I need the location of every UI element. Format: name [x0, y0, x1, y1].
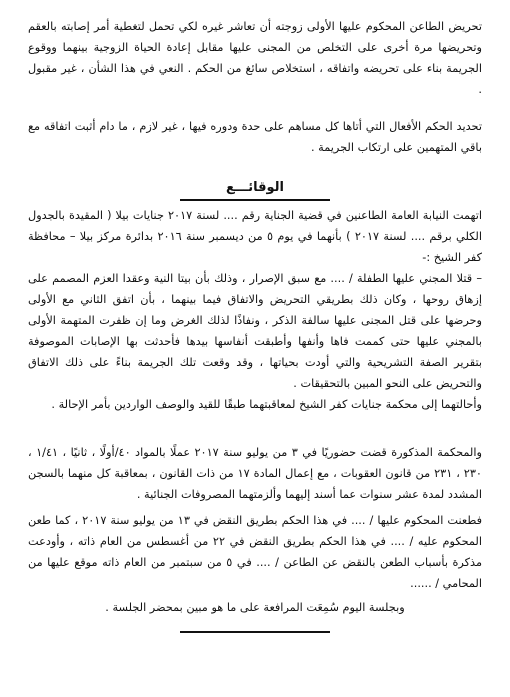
paragraph-session: وبجلسة اليوم سُمِعَت المرافعة على ما هو مبين بمحضر الجلسة .	[105, 601, 405, 614]
bottom-rule	[180, 631, 330, 633]
paragraph-crime-details: – قتلا المجني عليها الطفلة / .... مع سبق الإصرار ، وذلك بأن بيتا النية وعقدا العزم المصمم على إزهاق روحها ، وكان ذلك بطريقي التحريض والاتفاق فيما بينهما ، بأن اتفق الثاني مع الأولى وحرضها على قتل المجنى عليها سالفة الذكر ، ونفاذًا لذلك الغرض وما إن ظفرت المتهمة الأولى بالمجني عليها حتى كممت فاها وأنفها وأطبقت أنفاسها بيدها فأحدثت بها الإصابات الموصوفة بتقرير الصفة التشريحية والتي أودت بحياتها ، وقد وقعت تلك الجريمة بناءً على ذلك الاتفاق والتحريض على النحو المبين بالتحقيقات .	[28, 272, 482, 390]
paragraph-referral: وأحالتهما إلى محكمة جنايات كفر الشيخ لمعاقبتهما طبقًا للقيد والوصف الواردين بأمر الإحالة .	[51, 398, 482, 411]
paragraph-judgment: والمحكمة المذكورة قضت حضوريًا في ٣ من يوليو سنة ٢٠١٧ عملًا بالمواد ٤٠/أولًا ، ثانيًا ، ١/٤١ ، ٢٣٠ ، ٢٣١ من قانون العقوبات ، مع إعمال المادة ١٧ من ذات القانون ، بمعاقبة كل منهما بالسجن المشدد لمدة عشر سنوات عما أسند إليهما وألزمتهما المصروفات الجنائية .	[28, 446, 482, 501]
facts-heading: الوقائـــع	[226, 180, 284, 195]
paragraph-appeal: فطعنت المحكوم عليها / .... في هذا الحكم بطريق النقض في ١٣ من يوليو سنة ٢٠١٧ ، كما طعن المحكوم عليه / .... في هذا الحكم بطريق النقض في ٢٢ من أغسطس من العام ذاته ، وأودعت مذكرة بأسباب الطعن بالنقض عن الطاعن / .... في ٥ من سبتمبر من العام ذاته موقع عليها من المحامي / ......	[28, 514, 483, 590]
paragraph-incitement: تحريض الطاعن المحكوم عليها الأولى زوجته أن تعاشر غيره لكي تحمل لتغطية أمر إصابته بالعقم وتحريضها مرة أخرى على التخلص من المجنى عليها مقابل إعادة الحياة الزوجية بينهما ووقوع الجريمة بناء على تحريضه واتفاقه ، استخلاص سائغ من الحكم . النعي في هذا الشأن ، غير مقبول .	[28, 20, 482, 96]
paragraph-charges: اتهمت النيابة العامة الطاعنين في قضية الجناية رقم .... لسنة ٢٠١٧ جنايات بيلا ( المقيدة بالجدول الكلي برقم .... لسنة ٢٠١٧ ) بأنهما في يوم ٥ من ديسمبر سنة ٢٠١٦ بدائرة مركز بيلا – محافظة كفر الشيخ :-	[28, 209, 483, 264]
paragraph-agreement: تحديد الحكم الأفعال التي أتاها كل مساهم على حدة ودوره فيها ، غير لازم ، ما دام أثبت اتفاقه مع باقي المتهمين على ارتكاب الجريمة .	[28, 120, 482, 154]
heading-underline	[180, 199, 330, 201]
